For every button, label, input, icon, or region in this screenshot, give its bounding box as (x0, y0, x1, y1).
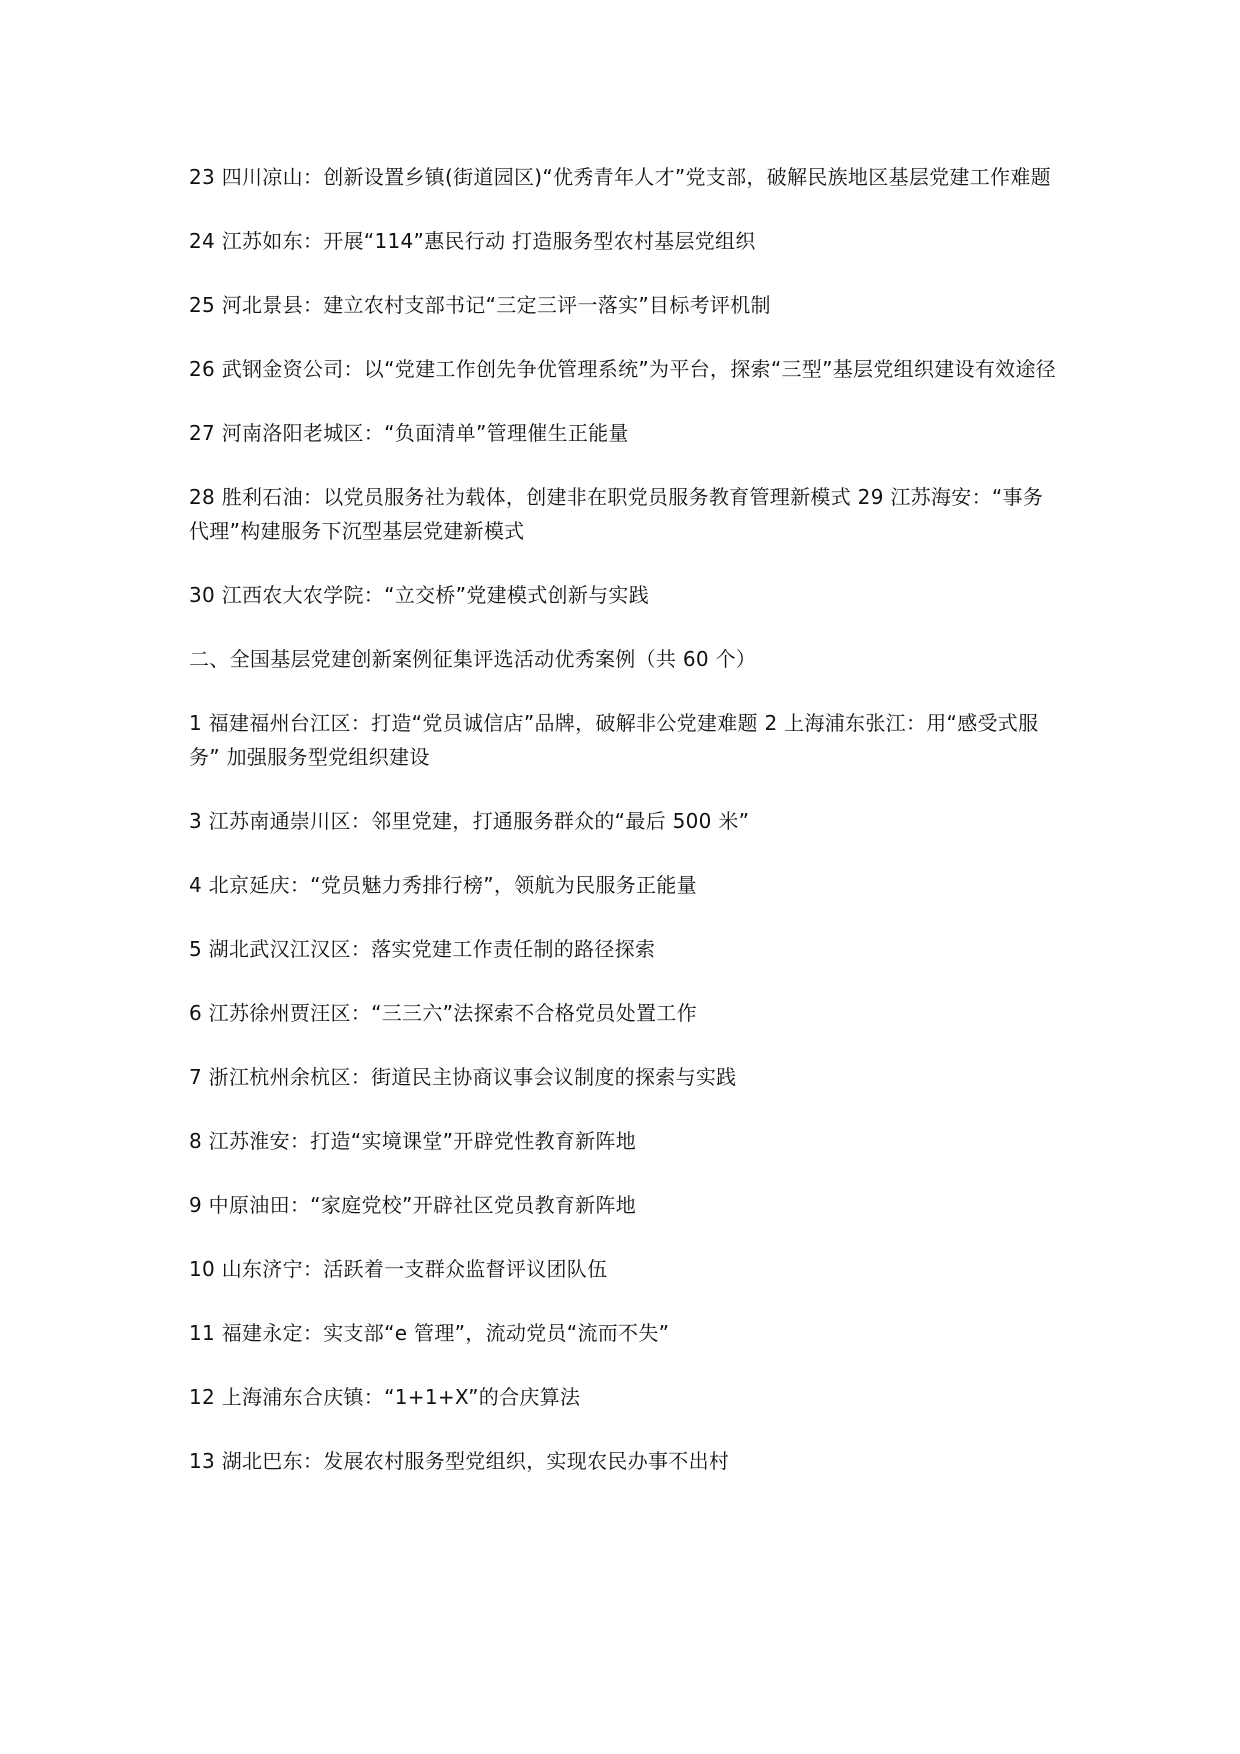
list-item-28-29: 28 胜利石油：以党员服务社为载体，创建非在职党员服务教育管理新模式 29 江苏海安：“事务代理”构建服务下沉型基层党建新模式 (189, 485, 1044, 543)
list-item-6: 6 江苏徐州贾汪区：“三三六”法探索不合格党员处置工作 (189, 1001, 697, 1025)
list-item-4: 4 北京延庆：“党员魅力秀排行榜”，领航为民服务正能量 (189, 873, 697, 897)
list-item-26: 26 武钢金资公司：以“党建工作创先争优管理系统”为平台，探索“三型”基层党组织建设有效途径 (189, 357, 1057, 381)
section-heading: 二、全国基层党建创新案例征集评选活动优秀案例（共 60 个） (189, 647, 757, 671)
list-item-24: 24 江苏如东：开展“114”惠民行动 打造服务型农村基层党组织 (189, 229, 756, 253)
list-item-9: 9 中原油田：“家庭党校”开辟社区党员教育新阵地 (189, 1193, 637, 1217)
list-item-8: 8 江苏淮安：打造“实境课堂”开辟党性教育新阵地 (189, 1129, 637, 1153)
list-item-12: 12 上海浦东合庆镇：“1+1+X”的合庆算法 (189, 1385, 581, 1409)
list-item-5: 5 湖北武汉江汉区：落实党建工作责任制的路径探索 (189, 937, 656, 961)
list-item-7: 7 浙江杭州余杭区：街道民主协商议事会议制度的探索与实践 (189, 1065, 737, 1089)
list-item-25: 25 河北景县：建立农村支部书记“三定三评一落实”目标考评机制 (189, 293, 771, 317)
list-item-23: 23 四川凉山：创新设置乡镇(街道园区)“优秀青年人才”党支部，破解民族地区基层党建工作难题 (189, 165, 1051, 189)
list-item-13: 13 湖北巴东：发展农村服务型党组织，实现农民办事不出村 (189, 1449, 730, 1473)
list-item-3: 3 江苏南通崇川区：邻里党建，打通服务群众的“最后 500 米” (189, 809, 750, 833)
list-item-30: 30 江西农大农学院：“立交桥”党建模式创新与实践 (189, 583, 650, 607)
list-item-1-2: 1 福建福州台江区：打造“党员诚信店”品牌，破解非公党建难题 2 上海浦东张江：用“感受式服务” 加强服务型党组织建设 (189, 711, 1039, 769)
list-item-27: 27 河南洛阳老城区：“负面清单”管理催生正能量 (189, 421, 629, 445)
list-item-11: 11 福建永定：实支部“e 管理”，流动党员“流而不失” (189, 1321, 670, 1345)
document-body (189, 160, 1061, 1508)
list-item-10: 10 山东济宁：活跃着一支群众监督评议团队伍 (189, 1257, 608, 1281)
